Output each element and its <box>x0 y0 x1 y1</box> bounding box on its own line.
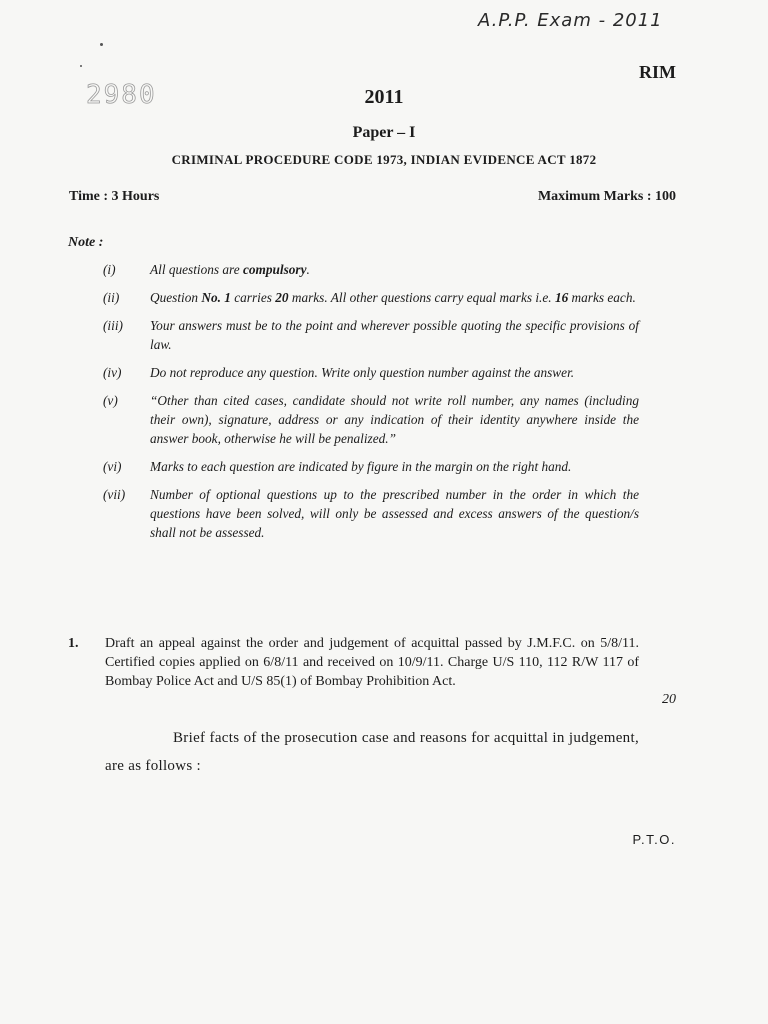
pto-label: P.T.O. <box>632 832 676 847</box>
note-item <box>0 391 768 448</box>
note-item <box>0 288 768 307</box>
note-item-text: Marks to each question are indicated by figure in the margin on the right hand. <box>150 459 572 474</box>
question-text: Draft an appeal against the order and judgement of acquittal passed by J.M.F.C. on 5/8/11. Certified copies applied on 6/8/11 and received on 10/9/11. Charge U/S 110, 112 R/W 117 of Bombay Police Act and U/S 85(1) of Bombay Prohibition Act. <box>105 636 639 689</box>
note-item <box>0 485 768 542</box>
paper-title: Paper – I <box>352 124 416 141</box>
subject-title: CRIMINAL PROCEDURE CODE 1973, INDIAN EVIDENCE ACT 1872 <box>171 152 597 167</box>
stamp-number: 2980 <box>86 80 157 110</box>
note-heading: Note : <box>68 235 104 250</box>
note-item-text: Question No. 1 carries 20 marks. All other questions carry equal marks i.e. 16 marks each. <box>150 290 636 305</box>
note-item-number: (iv) <box>103 365 122 380</box>
question-marks: 20 <box>662 692 676 707</box>
scan-speck <box>80 65 82 67</box>
exam-year: 2011 <box>364 86 404 108</box>
note-item <box>0 260 768 279</box>
maximum-marks: Maximum Marks : 100 <box>537 189 676 204</box>
brief-facts: Brief facts of the prosecution case and reasons for acquittal in judgement, are as follows : <box>105 730 639 774</box>
note-item-text: “Other than cited cases, candidate should not write roll number, any names (including their own), signature, address or any indication of their identity anywhere inside the answer book, otherwise he will be penalized.” <box>150 393 639 446</box>
handwritten-note: A.P.P. Exam - 2011 <box>478 10 663 31</box>
note-item <box>0 316 768 354</box>
note-item-number: (i) <box>103 262 116 277</box>
note-item-text: Do not reproduce any question. Write only question number against the answer. <box>150 365 575 380</box>
note-item <box>0 363 768 382</box>
note-list <box>0 260 768 551</box>
note-item-number: (iii) <box>103 318 123 333</box>
note-item <box>0 457 768 476</box>
note-item-number: (ii) <box>103 290 120 305</box>
note-item-number: (vi) <box>103 459 122 474</box>
note-item-number: (v) <box>103 393 118 408</box>
question-number: 1. <box>68 636 79 651</box>
note-item-text: Your answers must be to the point and wherever possible quoting the specific provisions of law. <box>150 318 639 352</box>
time-allowed: Time : 3 Hours <box>69 189 160 204</box>
scan-speck <box>100 43 103 46</box>
note-item-text: Number of optional questions up to the prescribed number in the order in which the questions have been solved, will only be assessed and excess answers of the question/s shall not be assessed. <box>150 487 639 540</box>
note-item-number: (vii) <box>103 487 126 502</box>
paper-code: RIM <box>639 62 676 82</box>
note-item-text: All questions are compulsory. <box>150 262 310 277</box>
